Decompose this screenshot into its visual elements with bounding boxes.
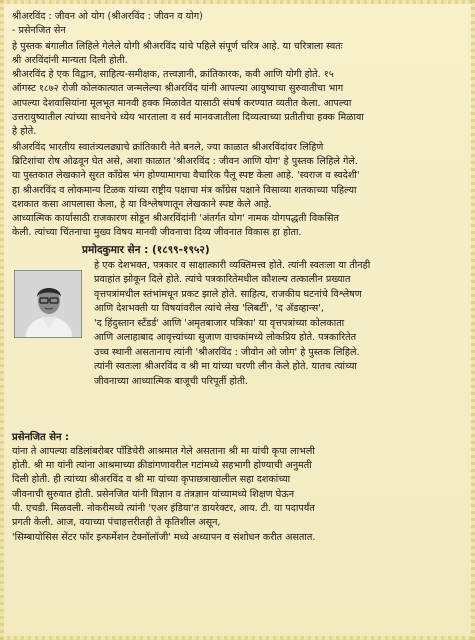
intro-paragraph — [12, 40, 463, 140]
intro-line: श्रीअरविंद हे एक विद्वान, साहित्य-समीक्षक, तत्त्वज्ञानी, क्रांतिकारक, कवी आणि योगी होते. १५ — [12, 69, 334, 81]
history-line: हा श्रीअरविंद व लोकमान्य टिळक यांच्या राष्ट्रीय पक्षाचा मंत्र काँग्रेस पक्षाने विसाव्या शतकाच्या पहिल्या — [12, 184, 357, 196]
bio-line: प्रवाहांत झोकून दिले होते. त्यांचे पत्रकारितेमधील कौशल्य तत्कालीन प्रख्यात — [94, 274, 351, 286]
portrait-photo-icon — [15, 271, 82, 338]
bio-line: त्यांनी स्वतःला श्रीअरविंद व श्री मा यांच्या चरणी लीन केले होते. यातच त्यांच्या — [94, 361, 357, 373]
bio-line: जीवनाच्या आध्यात्मिक बाजूची परिपूर्ती होती. — [94, 375, 249, 387]
history-line: श्रीअरविंद भारतीय स्वातंत्र्यलढ्याचे क्रांतिकारी नेते बनले, ज्या काळात श्रीअरविंदांवर लिहिणे — [12, 141, 324, 153]
author-line: होती. श्री मा यांनी त्यांना आश्रमाच्या क्रीडांगणावरील गटांमध्ये सहभागी होण्याची अनुमती — [12, 460, 312, 472]
history-line: या पुस्तकात लेखकाने सुरत काँग्रेस भंग होण्यामागचा वैचारिक पैलू स्पष्ट केला आहे. 'स्वराज व स्वदेशी' — [12, 170, 360, 182]
intro-line: ऑगस्ट १८७२ रोजी कोलकात्यात जन्मलेल्या श्रीअरविंद यांनी आपल्या आयुष्याचा सुरुवातीचा भाग — [12, 83, 344, 95]
bio-line: आणि देशभक्ती या विषयांवरील त्यांचे लेख 'लिबर्टी', 'द ॲडव्हान्स', — [94, 303, 324, 315]
bio-line: उच्च स्थानी असतानाच त्यांनी 'श्रीअरविंद : जीवोन ओ जोग' हे पुस्तक लिहिले. — [94, 346, 360, 358]
intro-line: आपल्या देशवासियांना मूलभूत मानवी हक्क मिळावेत यासाठी संघर्ष करण्यात व्यतीत केला. आपल्या — [12, 97, 352, 109]
bio-line: वृत्तपत्रांमधील स्तंभांमधून प्रकट झाले होते. साहित्य, राजकीय घटनांचे विश्लेषण — [94, 288, 362, 300]
author-line: प्रगती केली. आज, वयाच्या पंचाहत्तरीतही ते कृतिशील असून, — [12, 517, 221, 529]
intro-line: श्री अरविंदांनी मान्यता दिली होती. — [12, 54, 128, 66]
author-paragraph — [12, 445, 463, 545]
intro-line: हे पुस्तक बंगालीत लिहिले गेलेले योगी श्रीअरविंद यांचे पहिले संपूर्ण चरित्र आहे. या चरित्राला स्वतः — [12, 40, 343, 52]
bio-line: 'द हिंदुस्तान स्टँडर्ड' आणि 'अमृतबाजार पत्रिका' या वृत्तपत्रांच्या कोलकाता — [94, 317, 345, 329]
bio-line: आणि अलाहाबाद आवृत्त्यांच्या सुजाण वाचकांमध्ये लोकप्रिय होते. पत्रकारितेत — [94, 332, 357, 344]
author-line: पी. एचडी. मिळवली. नोकरीमध्ये त्यांनी 'एअर इंडिया'त डायरेक्टर, आय. टी. या पदापर्यंत — [12, 502, 315, 514]
bio-text — [94, 259, 463, 390]
bio-heading: प्रमोदकुमार सेन : (१८९९-१९५२) — [82, 243, 210, 256]
decorative-border-top — [0, 0, 475, 4]
history-line: दशकात कसा आपलासा केला, हे या विश्लेषणातून लेखकाने स्पष्ट केले आहे. — [12, 198, 272, 210]
author-line: जीवनाची सुरुवात होती. प्रसेनजित यांनी विज्ञान व तंत्रज्ञान यांच्यामध्ये शिक्षण घेऊन — [12, 488, 295, 500]
book-title-block — [12, 10, 463, 39]
history-line: केली. त्यांच्या चिंतनाचा मुख्य विषय मानवी जीवनाचा दिव्य जीवनात विकास हा होता. — [12, 227, 302, 239]
bio-line: हे एक देशभक्त, पत्रकार व साक्षात्कारी व्यक्तिमत्त्व होते. त्यांनी स्वतःला या तीनही — [94, 259, 371, 271]
author-heading: प्रसेनजित सेन : — [12, 431, 69, 443]
history-paragraph — [12, 141, 463, 241]
intro-line: उत्तरायुष्यातील त्यांच्या साधनेचे ध्येय भारताला व सर्व मानवजातीला दिव्यत्वाच्या प्रतीतीचा हक्क मिळावा — [12, 112, 364, 124]
author-line: 'सिम्बायोसिस सेंटर फॉर इन्फर्मेशन टेक्नॉलॉजी' मध्ये अध्यापन व संशोधन करीत असतात. — [12, 531, 316, 543]
pramod-kumar-bio — [12, 242, 463, 428]
book-author: - प्रसेनजित सेन — [12, 25, 66, 37]
history-line: आध्यात्मिक कार्यासाठी राजकारण सोडून श्रीअरविंदांनी 'अंतर्गत योग' नामक योगपद्धती विकसित — [12, 213, 339, 225]
book-title: श्रीअरविंद : जीवन ओ योग (श्रीअरविंद : जीवन व योग) — [12, 11, 203, 22]
cover-text — [12, 10, 463, 546]
decorative-border-left — [0, 0, 4, 640]
author-line: यांना ते आपल्या वडिलांबरोबर पाँडिचेरी आश्रमात गेले असताना श्री मा यांची कृपा लाभली — [12, 445, 315, 457]
history-line: ब्रिटिशांचा रोष ओढवून घेत असे, अशा काळात 'श्रीअरविंद : जीवन आणि योग' हे पुस्तक लिहिले गेले. — [12, 155, 358, 167]
intro-line: हे होते. — [12, 126, 37, 138]
decorative-border-right — [471, 0, 475, 640]
decorative-border-bottom — [0, 636, 475, 640]
author-line: दिली होती. ही त्यांच्या श्रीअरविंद व श्री मा यांच्या कृपाछत्राखालील सहा दशकांच्या — [12, 474, 291, 486]
portrait-photo — [14, 270, 82, 338]
